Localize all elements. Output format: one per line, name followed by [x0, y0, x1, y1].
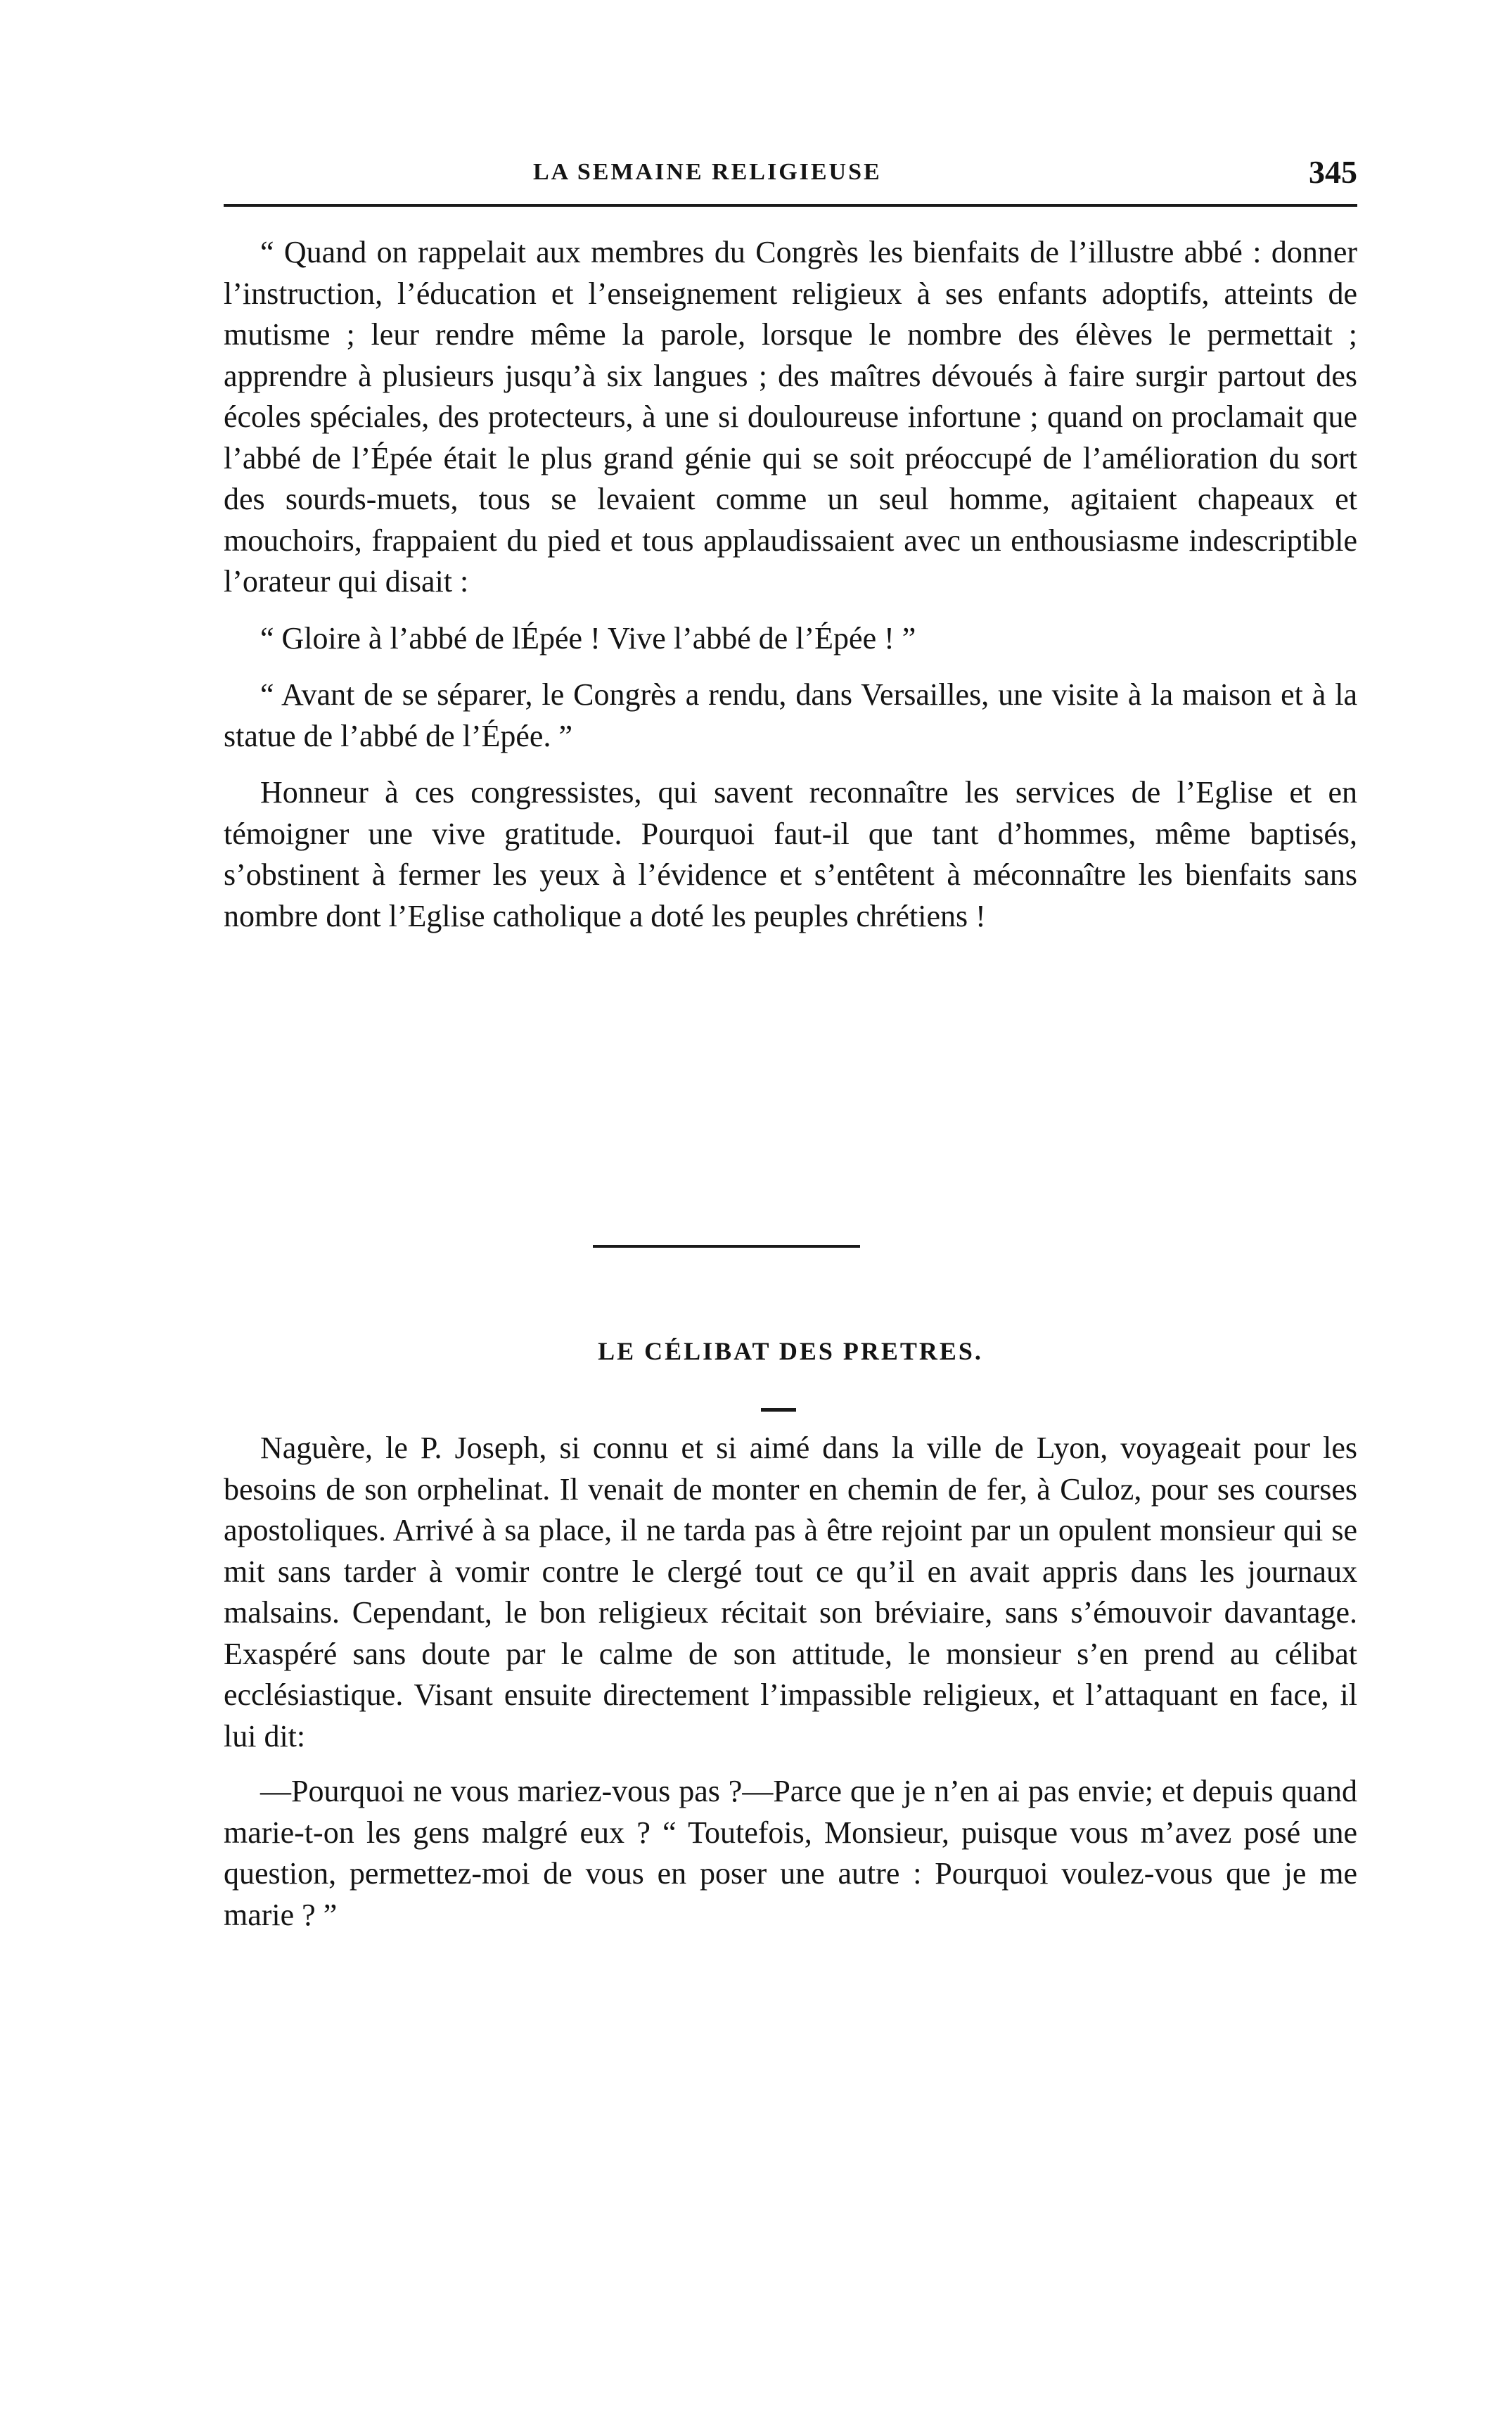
running-head — [224, 153, 1357, 196]
section-celibat — [224, 1428, 1357, 1936]
section-abbe-de-lepee — [224, 232, 1357, 937]
paragraph: Naguère, le P. Joseph, si connu et si aimé dans la ville de Lyon, voyageait pour les besoins de son orphelinat. Il venait de monter en chemin de fer, à Culoz, pour ses courses apostoliques. Arrivé à sa place, il ne tarda pas à être rejoint par un opulent monsieur qui se mit sans tarder à vomir contre le clergé tout ce qu’il en avait appris dans les journaux malsains. Cependant, le bon religieux récitait son bréviaire, sans s’émouvoir davantage. Exaspéré sans doute par le calme de son attitude, le monsieur s’en prend au célibat ecclésiastique. Visant ensuite directement l’impassible religieux, et l’attaquant en face, il lui dit: — [224, 1431, 1357, 1753]
paragraph: Honneur à ces congressistes, qui savent reconnaître les services de l’Eglise et en témoigner une vive gratitude. Pourquoi faut-il que tant d’hommes, même baptisés, s’obstinent à fermer les yeux à l’évidence et s’entêtent à méconnaître les bienfaits sans nombre dont l’Eglise catholique a doté les peuples chrétiens ! — [224, 775, 1357, 933]
paragraph-quote: “ Gloire à l’abbé de lÉpée ! Vive l’abbé de l’Épée ! ” — [260, 620, 916, 656]
section-title: LE CÉLIBAT DES PRETRES. — [598, 1337, 983, 1365]
header-rule — [224, 204, 1357, 207]
section-divider — [593, 1245, 860, 1248]
paragraph: “ Quand on rappelait aux membres du Congrès les bienfaits de l’illustre abbé : donner l’instruction, l’éducation et l’enseignement religieux à ses enfants adoptifs, atteints de mutisme ; leur rendre même la parole, lorsque le nombre des élèves le permettait ; apprendre à plusieurs jusqu’à six langues ; des maîtres dévoués à faire surgir partout des écoles spéciales, des protecteurs, à une si douloureuse infortune ; quand on proclamait que l’abbé de l’Épée était le plus grand génie qui se soit préoccupé de l’amélioration du sort des sourds-muets, tous se levaient comme un seul homme, agitaient chapeaux et mouchoirs, frappaient du pied et tous applaudissaient avec un enthousiasme indescriptible l’orateur qui disait : — [224, 235, 1357, 599]
paragraph-dialogue: —Pourquoi ne vous mariez-vous pas ?—Parce que je n’en ai pas envie; et depuis quand marie-t-on les gens malgré eux ? “ Toutefois, Monsieur, puisque vous m’avez posé une question, permettez-moi de vous en poser une autre : Pourquoi voulez-vous que je me marie ? ” — [224, 1774, 1357, 1932]
paragraph: “ Avant de se séparer, le Congrès a rendu, dans Versailles, une visite à la maison et à la statue de l’abbé de l’Épée. ” — [224, 677, 1357, 753]
page-number: 345 — [1309, 154, 1357, 190]
running-title: LA SEMAINE RELIGIEUSE — [533, 159, 882, 185]
title-dash — [761, 1408, 796, 1412]
